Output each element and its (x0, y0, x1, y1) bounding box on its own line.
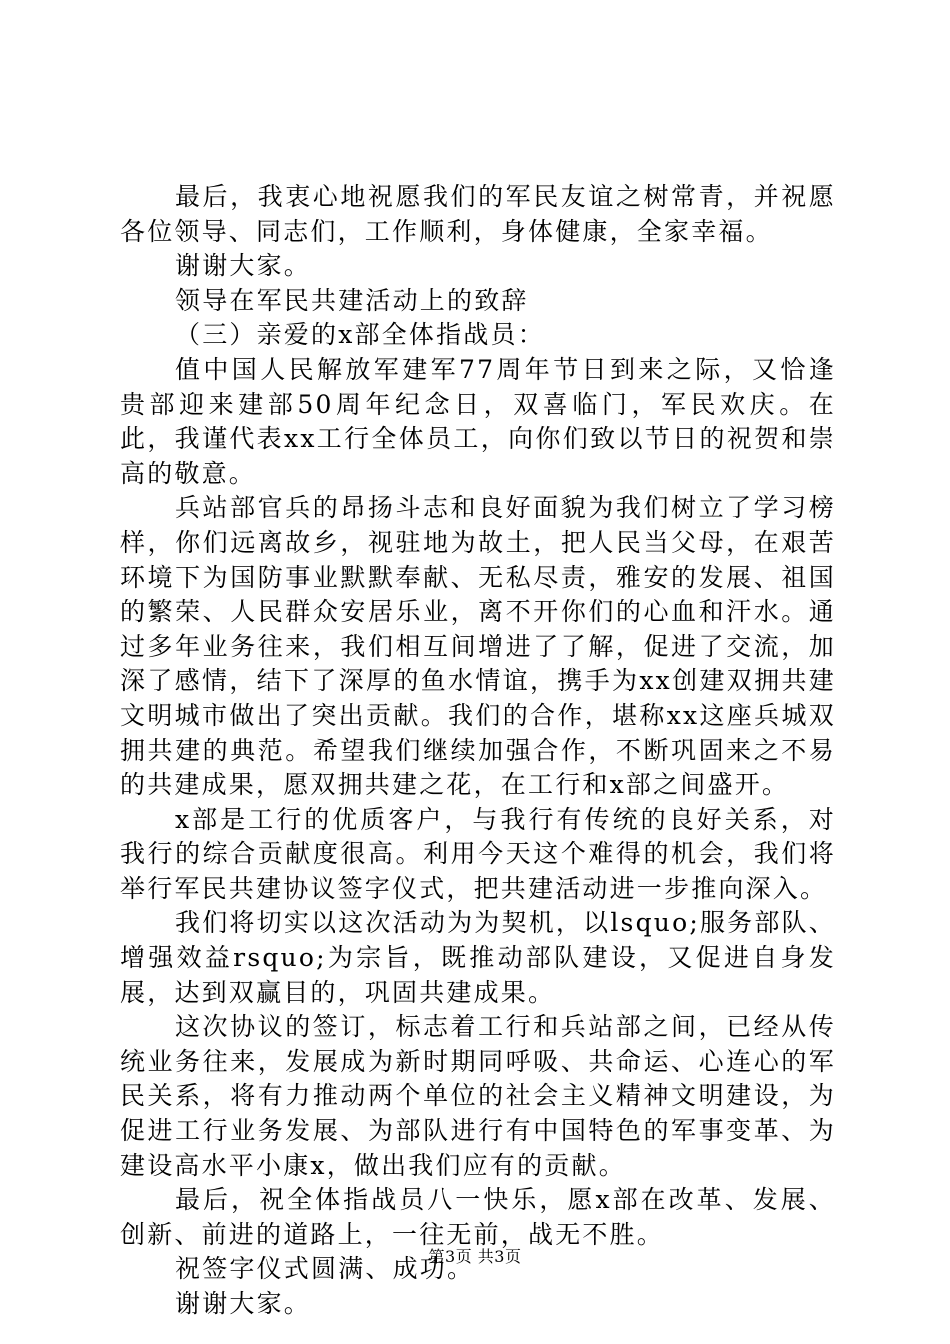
paragraph-anniversary: 值中国人民解放军建军77周年节日到来之际，又恰逢贵部迎来建部50周年纪念日，双喜临门，军民欢庆。在此，我谨代表xx工行全体员工，向你们致以节日的祝贺和崇高的敬意。 (120, 354, 836, 488)
paragraph-final-thanks: 谢谢大家。 (175, 1289, 312, 1318)
speech-title: 领导在军民共建活动上的致辞 (175, 285, 529, 315)
page-number-footer: 第3页 共3页 (428, 1247, 522, 1266)
paragraph-thanks: 谢谢大家。 (175, 251, 312, 281)
paragraph-ceremony-wish: 祝签字仪式圆满、成功。 (175, 1254, 475, 1284)
paragraph-client-relation: x部是工行的优质客户，与我行有传统的良好关系，对我行的综合贡献度很高。利用今天这个难得的机会，我们将举行军民共建协议签字仪式，把共建活动进一步推向深入。 (120, 804, 836, 903)
paragraph-soldiers-praise: 兵站部官兵的昂扬斗志和良好面貌为我们树立了学习榜样，你们远离故乡，视驻地为故土，把人民当父母，在艰苦环境下为国防事业默默奉献、无私尽责，雅安的发展、祖国的繁荣、人民群众安居乐业，离不开你们的心血和汗水。通过多年业务往来，我们相互间增进了了解，促进了交流，加深了感情，结下了深厚的鱼水情谊，携手为xx创建双拥共建文明城市做出了突出贡献。我们的合作，堪称xx这座兵城双拥共建的典范。希望我们继续加强合作，不断巩固来之不易的共建成果，愿双拥共建之花，在工行和x部之间盛开。 (120, 493, 836, 800)
paragraph-closing-wish: 最后，我衷心地祝愿我们的军民友谊之树常青，并祝愿各位领导、同志们，工作顺利，身体健康，全家幸福。 (120, 182, 836, 246)
paragraph-opportunity: 我们将切实以这次活动为为契机，以lsquo;服务部队、增强效益rsquo;为宗旨，既推动部队建设，又促进自身发展，达到双赢目的，巩固共建成果。 (120, 908, 836, 1007)
document-body (120, 180, 836, 1322)
paragraph-final-wish: 最后，祝全体指战员八一快乐，愿x部在改革、发展、创新、前进的道路上，一往无前，战无不胜。 (120, 1185, 836, 1249)
speech-salutation: （三）亲爱的x部全体指战员： (175, 320, 545, 350)
paragraph-agreement: 这次协议的签订，标志着工行和兵站部之间，已经从传统业务往来，发展成为新时期同呼吸、共命运、心连心的军民关系，将有力推动两个单位的社会主义精神文明建设，为促进工行业务发展、为部队进行有中国特色的军事变革、为建设高水平小康x，做出我们应有的贡献。 (120, 1012, 836, 1180)
